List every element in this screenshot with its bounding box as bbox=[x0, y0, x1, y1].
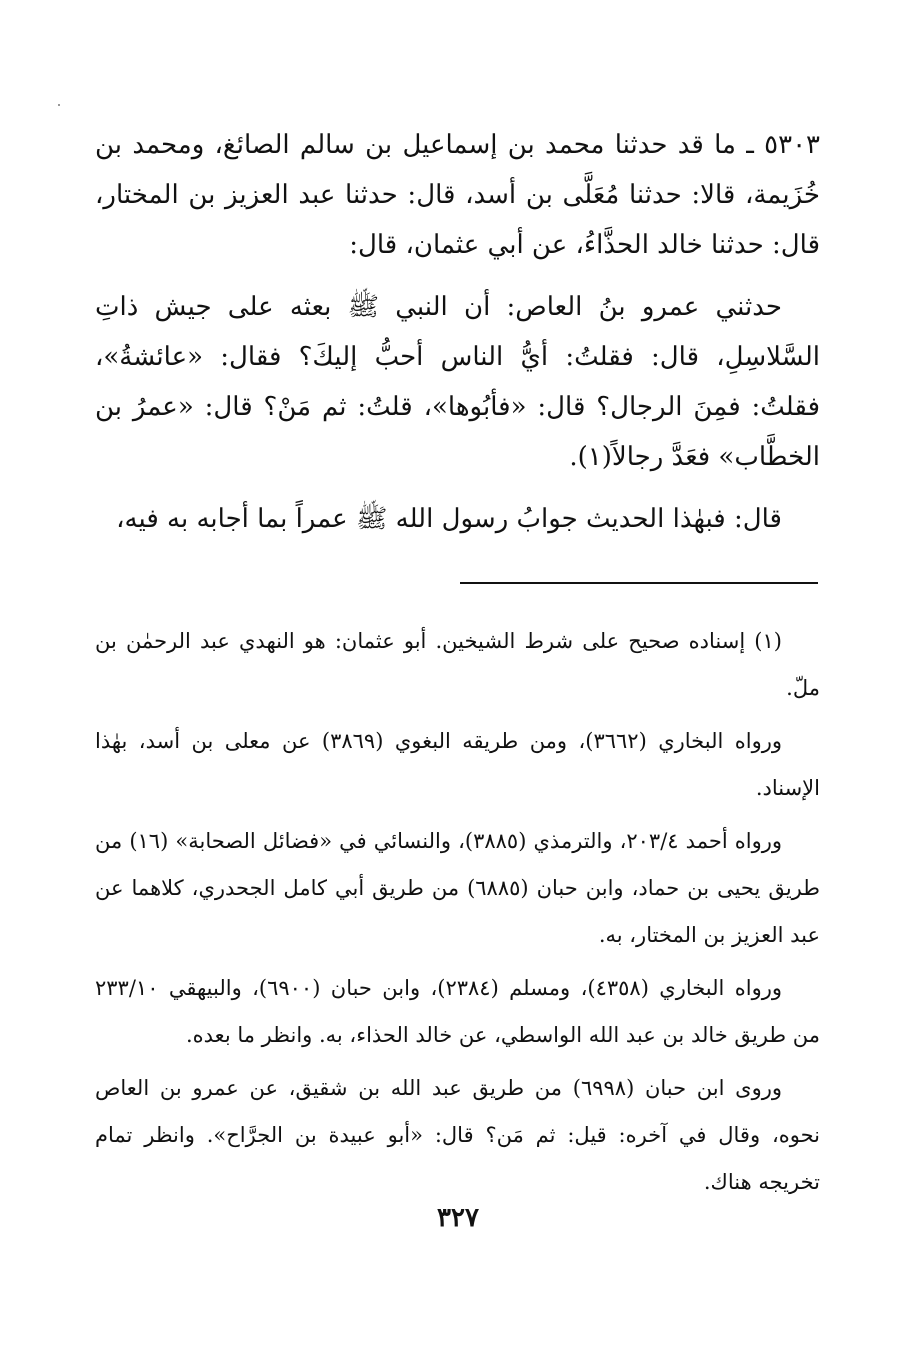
scan-dot bbox=[58, 104, 60, 106]
footnote-paragraph: وروى ابن حبان (٦٩٩٨) من طريق عبد الله بن شقيق، عن عمرو بن العاص نحوه، وقال في آخره: قيل: ثم مَن؟ قال: «أبو عبيدة بن الجرَّاح». وانظر تمام تخريجه هناك. bbox=[95, 1076, 820, 1194]
main-text bbox=[95, 120, 820, 544]
commentary-paragraph: قال: فبهٰذا الحديث جوابُ رسول الله ﷺ عمراً بما أجابه به فيه، bbox=[116, 504, 782, 534]
hadith-isnad-paragraph: ٥٣٠٣ ـ ما قد حدثنا محمد بن إسماعيل بن سالم الصائغ، ومحمد بن خُزَيمة، قالا: حدثنا مُعَلَّى بن أسد، قال: حدثنا عبد العزيز بن المختار، قال: حدثنا خالد الحذَّاءُ، عن أبي عثمان، قال: bbox=[95, 130, 820, 260]
footnote-paragraph: ورواه البخاري (٤٣٥٨)، ومسلم (٢٣٨٤)، وابن حبان (٦٩٠٠)، والبيهقي ٢٣٣/١٠ من طريق خالد بن عبد الله الواسطي، عن خالد الحذاء، به. وانظر ما بعده. bbox=[95, 976, 820, 1047]
footnote-paragraph: (١) إسناده صحيح على شرط الشيخين. أبو عثمان: هو النهدي عبد الرحمٰن بن ملّ. bbox=[95, 629, 820, 700]
hadith-matn-paragraph: حدثني عمرو بنُ العاص: أن النبي ﷺ بعثه على جيش ذاتِ السَّلاسِلِ، قال: فقلتُ: أيُّ الناس أحبُّ إليكَ؟ فقال: «عائشةُ»، فقلتُ: فمِنَ الرجال؟ قال: «فأبُوها»، قلتُ: ثم مَنْ؟ قال: «عمرُ بن الخطَّاب» فعَدَّ رجالاً(١). bbox=[95, 292, 820, 472]
footnote-divider bbox=[460, 582, 818, 584]
page-number: ٣٢٧ bbox=[437, 1203, 479, 1233]
footnotes bbox=[95, 618, 820, 1212]
footnote-paragraph: ورواه أحمد ٢٠٣/٤، والترمذي (٣٨٨٥)، والنسائي في «فضائل الصحابة» (١٦) من طريق يحيى بن حماد، وابن حبان (٦٨٨٥) من طريق أبي كامل الجحدري، كلاهما عن عبد العزيز بن المختار، به. bbox=[95, 829, 820, 947]
footnote-paragraph: ورواه البخاري (٣٦٦٢)، ومن طريقه البغوي (٣٨٦٩) عن معلى بن أسد، بهٰذا الإسناد. bbox=[95, 729, 820, 800]
